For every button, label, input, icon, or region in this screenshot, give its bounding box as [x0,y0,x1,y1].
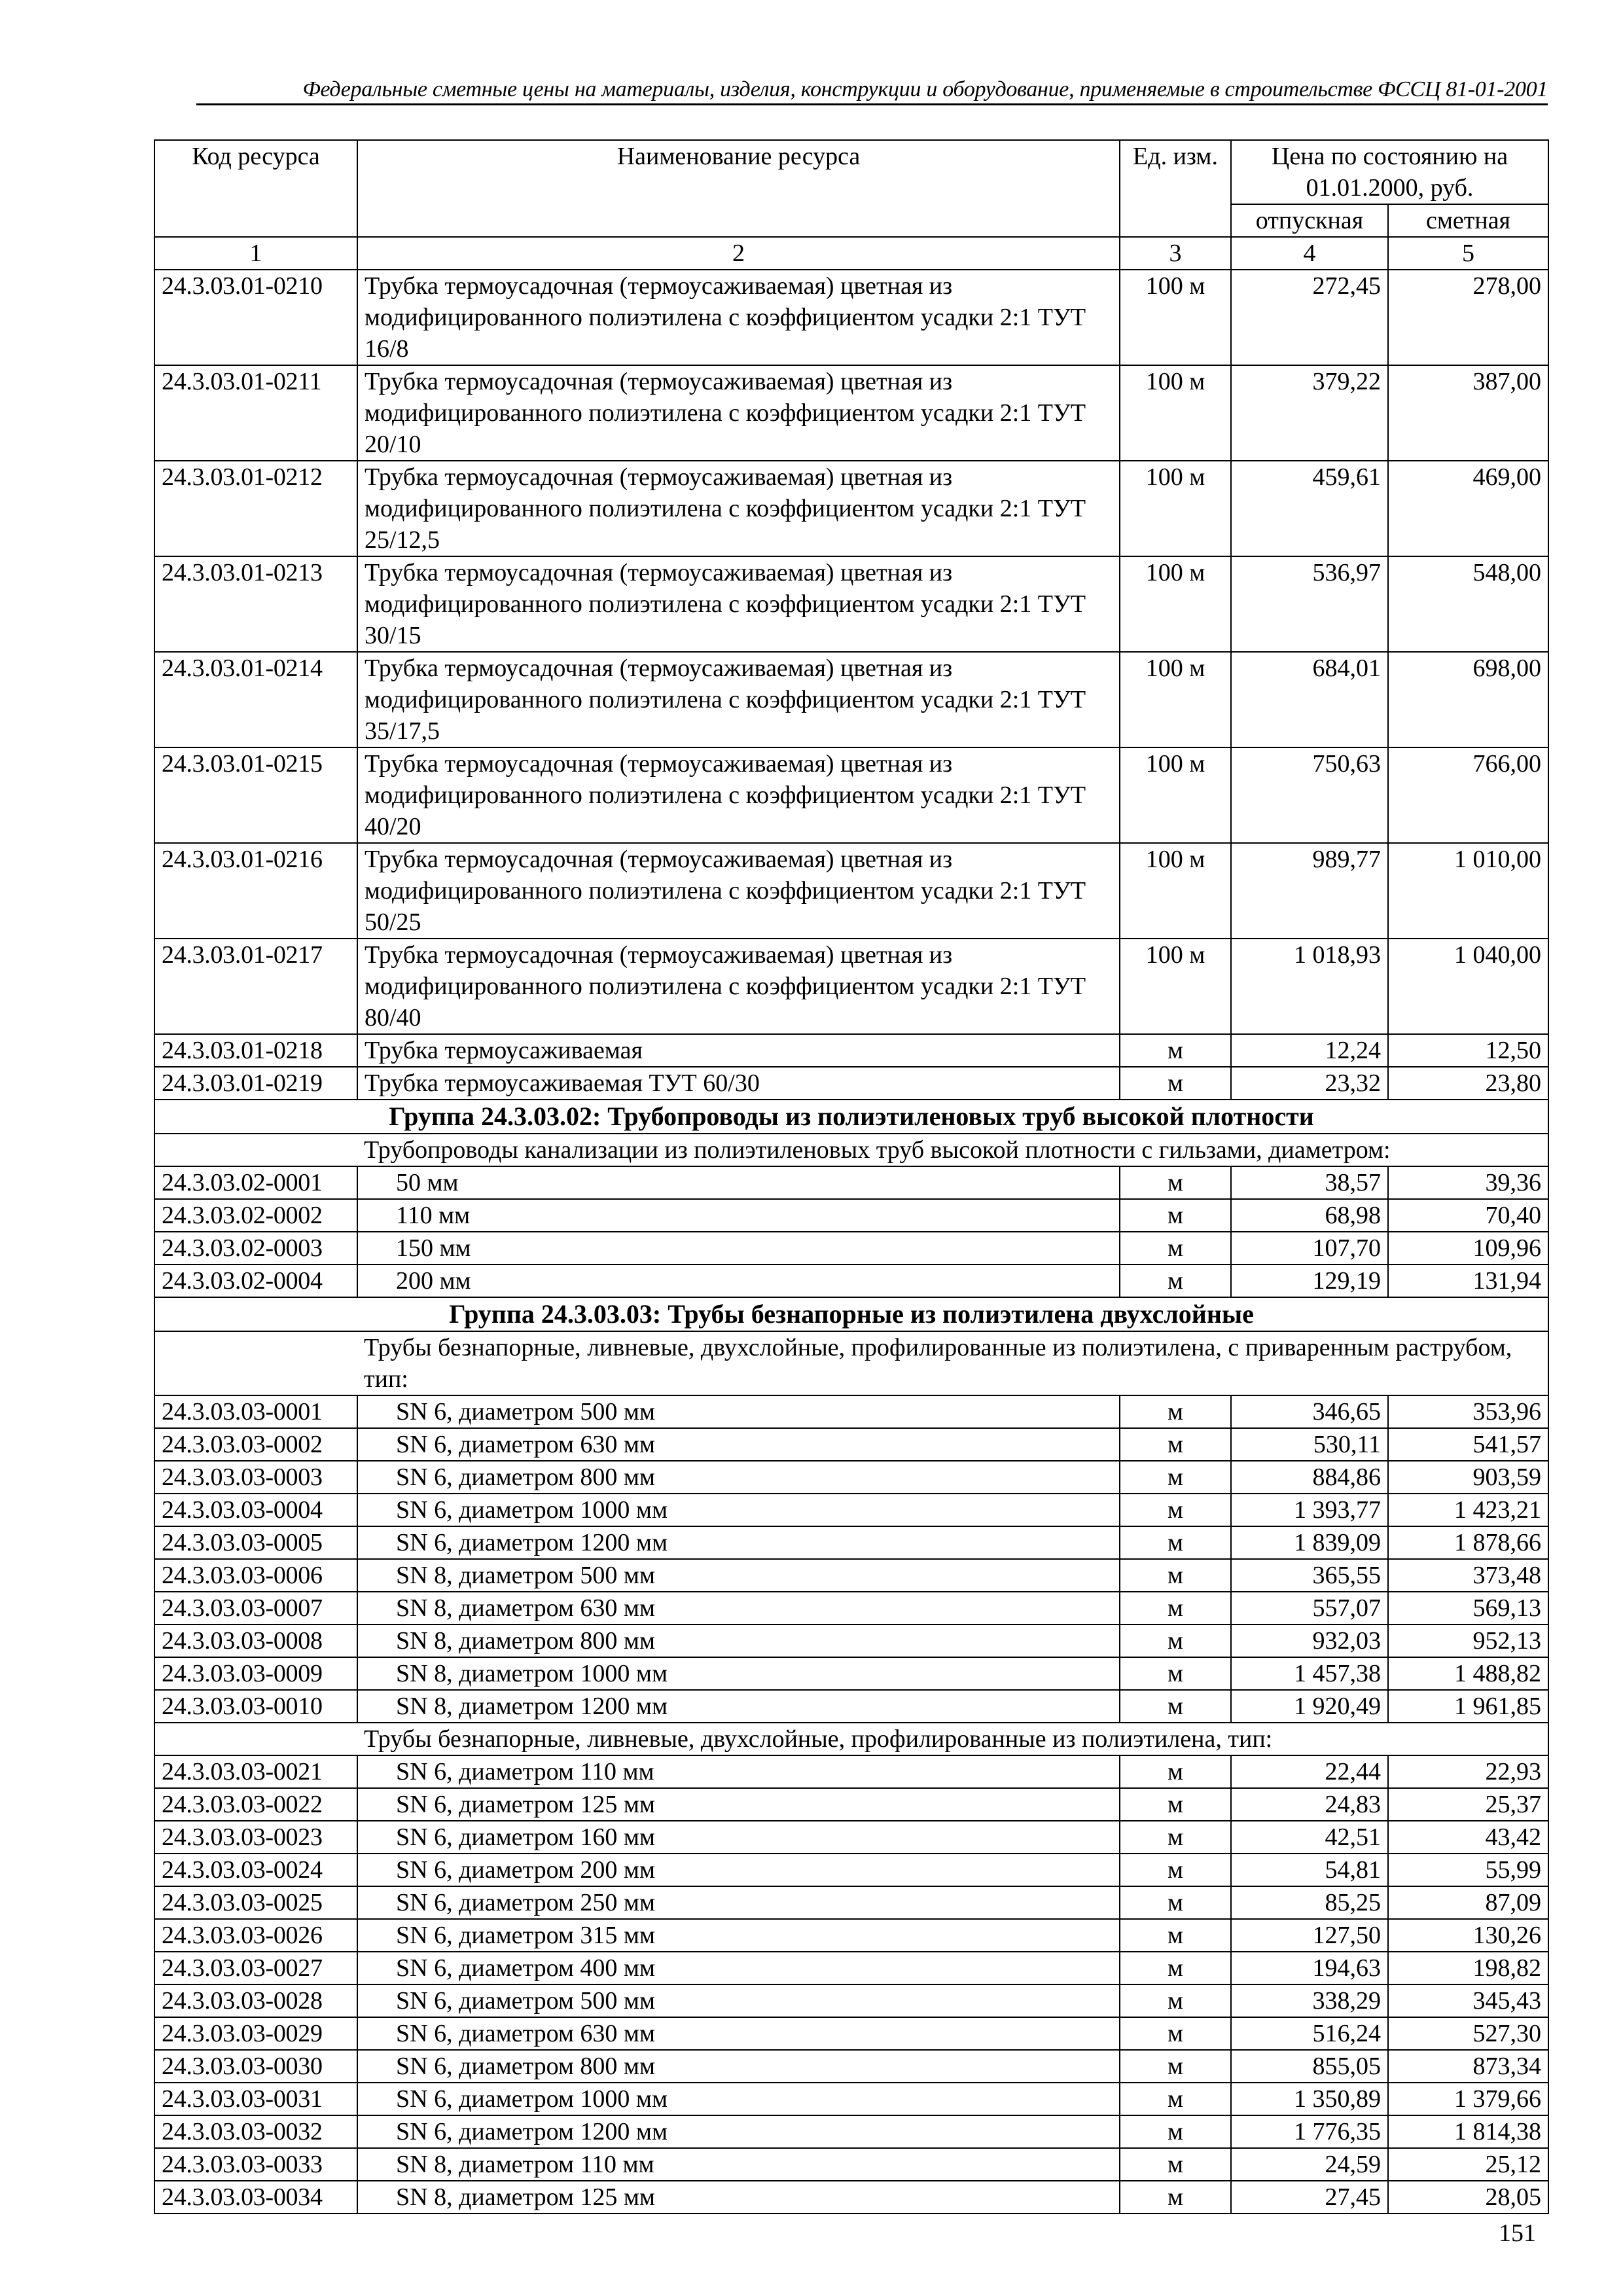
unit-of-measure: 100 м [1120,270,1231,365]
resource-code: 24.3.03.03-0030 [154,2050,357,2083]
price-release: 38,57 [1231,1166,1388,1199]
resource-code: 24.3.03.03-0009 [154,1657,357,1690]
resource-name: SN 8, диаметром 1000 мм [357,1657,1120,1690]
resource-name: Трубка термоусадочная (термоусаживаемая) цветная из модифицированного полиэтилена с коэффициентом усадки 2:1 ТУТ 20/10 [357,365,1120,461]
price-release: 932,03 [1231,1624,1388,1657]
price-estimate: 698,00 [1388,652,1548,747]
table-row [154,1952,1548,1984]
price-release: 346,65 [1231,1395,1388,1428]
price-estimate: 387,00 [1388,365,1548,461]
resource-name: SN 8, диаметром 630 мм [357,1592,1120,1624]
resource-name: SN 6, диаметром 250 мм [357,1886,1120,1919]
subheading-row [154,1331,1548,1395]
price-release: 557,07 [1231,1592,1388,1624]
price-release: 530,11 [1231,1428,1388,1461]
resource-name: SN 8, диаметром 500 мм [357,1559,1120,1592]
price-estimate: 345,43 [1388,1984,1548,2017]
running-header: Федеральные сметные цены на материалы, изделия, конструкции и оборудование, применяемые в строительстве ФССЦ 81-01-2001 [302,77,1548,101]
price-estimate: 1 814,38 [1388,2115,1548,2148]
resource-name: 200 мм [357,1265,1120,1297]
resource-name: SN 6, диаметром 500 мм [357,1395,1120,1428]
unit-of-measure: м [1120,1461,1231,1494]
unit-of-measure: м [1120,2050,1231,2083]
resource-name: Трубка термоусадочная (термоусаживаемая) цветная из модифицированного полиэтилена с коэффициентом усадки 2:1 ТУТ 30/15 [357,556,1120,652]
table-row [154,2017,1548,2050]
header-unit: Ед. изм. [1120,140,1231,237]
table-row [154,1854,1548,1886]
unit-of-measure: м [1120,2017,1231,2050]
header-price-estimate: сметная [1388,204,1548,237]
unit-of-measure: м [1120,2083,1231,2115]
price-estimate: 541,57 [1388,1428,1548,1461]
unit-of-measure: 100 м [1120,365,1231,461]
resource-name: Трубка термоусадочная (термоусаживаемая) цветная из модифицированного полиэтилена с коэффициентом усадки 2:1 ТУТ 50/25 [357,843,1120,939]
unit-of-measure: 100 м [1120,939,1231,1034]
resource-code: 24.3.03.03-0007 [154,1592,357,1624]
price-estimate: 373,48 [1388,1559,1548,1592]
table-row [154,2181,1548,2214]
table-row [154,1199,1548,1232]
table-row [154,1755,1548,1788]
resource-name: Трубка термоусадочная (термоусаживаемая) цветная из модифицированного полиэтилена с коэффициентом усадки 2:1 ТУТ 16/8 [357,270,1120,365]
table-row [154,556,1548,652]
table-body [154,270,1548,2214]
unit-of-measure: м [1120,1166,1231,1199]
price-release: 24,83 [1231,1788,1388,1821]
unit-of-measure: м [1120,1067,1231,1100]
price-release: 989,77 [1231,843,1388,939]
price-estimate: 548,00 [1388,556,1548,652]
price-release: 68,98 [1231,1199,1388,1232]
resource-code: 24.3.03.03-0028 [154,1984,357,2017]
resource-name: Трубка термоусадочная (термоусаживаемая) цветная из модифицированного полиэтилена с коэффициентом усадки 2:1 ТУТ 25/12,5 [357,461,1120,556]
table-row [154,1526,1548,1559]
price-estimate: 198,82 [1388,1952,1548,1984]
unit-of-measure: м [1120,1755,1231,1788]
price-estimate: 1 040,00 [1388,939,1548,1034]
price-release: 12,24 [1231,1034,1388,1067]
price-release: 750,63 [1231,747,1388,843]
price-estimate: 12,50 [1388,1034,1548,1067]
price-release: 27,45 [1231,2181,1388,2214]
unit-of-measure: м [1120,1854,1231,1886]
price-release: 365,55 [1231,1559,1388,1592]
resource-code: 24.3.03.03-0002 [154,1428,357,1461]
resource-name: SN 6, диаметром 200 мм [357,1854,1120,1886]
resource-name: SN 6, диаметром 1200 мм [357,2115,1120,2148]
resource-name: SN 8, диаметром 110 мм [357,2148,1120,2181]
price-estimate: 353,96 [1388,1395,1548,1428]
column-number: 3 [1120,237,1231,270]
subheading-text: Трубопроводы канализации из полиэтиленовых труб высокой плотности с гильзами, диаметром: [357,1134,1548,1166]
subheading-spacer [154,1723,357,1755]
resource-code: 24.3.03.01-0217 [154,939,357,1034]
price-estimate: 1 961,85 [1388,1690,1548,1723]
price-release: 85,25 [1231,1886,1388,1919]
resource-name: 110 мм [357,1199,1120,1232]
unit-of-measure: 100 м [1120,461,1231,556]
subheading-row [154,1723,1548,1755]
resource-code: 24.3.03.01-0210 [154,270,357,365]
price-estimate: 469,00 [1388,461,1548,556]
price-table [154,139,1549,2214]
header-row [154,140,1548,204]
price-release: 127,50 [1231,1919,1388,1952]
resource-name: SN 6, диаметром 160 мм [357,1821,1120,1854]
unit-of-measure: м [1120,1657,1231,1690]
price-release: 23,32 [1231,1067,1388,1100]
price-release: 54,81 [1231,1854,1388,1886]
resource-code: 24.3.03.03-0024 [154,1854,357,1886]
resource-code: 24.3.03.03-0032 [154,2115,357,2148]
price-release: 536,97 [1231,556,1388,652]
group-heading: Группа 24.3.03.02: Трубопроводы из полиэтиленовых труб высокой плотности [154,1100,1548,1134]
resource-name: SN 6, диаметром 315 мм [357,1919,1120,1952]
unit-of-measure: м [1120,1886,1231,1919]
column-number: 2 [357,237,1120,270]
table-row [154,461,1548,556]
resource-name: Трубка термоусадочная (термоусаживаемая) цветная из модифицированного полиэтилена с коэффициентом усадки 2:1 ТУТ 40/20 [357,747,1120,843]
table-row [154,1166,1548,1199]
unit-of-measure: м [1120,1952,1231,1984]
resource-name: Трубка термоусаживаемая ТУТ 60/30 [357,1067,1120,1100]
group-heading-row [154,1100,1548,1134]
price-release: 516,24 [1231,2017,1388,2050]
price-estimate: 952,13 [1388,1624,1548,1657]
resource-name: SN 8, диаметром 1200 мм [357,1690,1120,1723]
resource-name: SN 6, диаметром 630 мм [357,1428,1120,1461]
price-release: 1 018,93 [1231,939,1388,1034]
price-estimate: 22,93 [1388,1755,1548,1788]
table-row [154,652,1548,747]
resource-name: SN 6, диаметром 110 мм [357,1755,1120,1788]
price-estimate: 28,05 [1388,2181,1548,2214]
resource-name: SN 8, диаметром 125 мм [357,2181,1120,2214]
unit-of-measure: м [1120,1821,1231,1854]
resource-code: 24.3.03.03-0034 [154,2181,357,2214]
price-estimate: 43,42 [1388,1821,1548,1854]
price-release: 1 776,35 [1231,2115,1388,2148]
resource-code: 24.3.03.03-0022 [154,1788,357,1821]
unit-of-measure: м [1120,1592,1231,1624]
resource-code: 24.3.03.01-0214 [154,652,357,747]
unit-of-measure: 100 м [1120,556,1231,652]
price-estimate: 55,99 [1388,1854,1548,1886]
header-rule [196,103,1548,105]
price-estimate: 130,26 [1388,1919,1548,1952]
resource-code: 24.3.03.02-0002 [154,1199,357,1232]
column-number: 4 [1231,237,1388,270]
unit-of-measure: м [1120,1559,1231,1592]
resource-name: Трубка термоусаживаемая [357,1034,1120,1067]
table-row [154,939,1548,1034]
page-number: 151 [1499,2219,1536,2247]
price-estimate: 527,30 [1388,2017,1548,2050]
table-row [154,270,1548,365]
table-row [154,1592,1548,1624]
table-row [154,1657,1548,1690]
price-release: 1 393,77 [1231,1494,1388,1526]
unit-of-measure: м [1120,1395,1231,1428]
unit-of-measure: м [1120,1232,1231,1265]
price-estimate: 766,00 [1388,747,1548,843]
price-release: 379,22 [1231,365,1388,461]
resource-code: 24.3.03.01-0219 [154,1067,357,1100]
resource-name: SN 6, диаметром 125 мм [357,1788,1120,1821]
resource-code: 24.3.03.03-0003 [154,1461,357,1494]
table-row [154,747,1548,843]
resource-code: 24.3.03.03-0005 [154,1526,357,1559]
resource-code: 24.3.03.03-0033 [154,2148,357,2181]
price-release: 1 920,49 [1231,1690,1388,1723]
table-row [154,1461,1548,1494]
column-number-row [154,237,1548,270]
price-estimate: 25,37 [1388,1788,1548,1821]
price-release: 272,45 [1231,270,1388,365]
table-row [154,1428,1548,1461]
table-row [154,1265,1548,1297]
resource-code: 24.3.03.03-0004 [154,1494,357,1526]
resource-code: 24.3.03.03-0025 [154,1886,357,1919]
price-release: 1 457,38 [1231,1657,1388,1690]
unit-of-measure: м [1120,1494,1231,1526]
header-price-group: Цена по состоянию на 01.01.2000, руб. [1231,140,1548,204]
resource-name: SN 6, диаметром 800 мм [357,2050,1120,2083]
resource-name: SN 6, диаметром 500 мм [357,1984,1120,2017]
resource-code: 24.3.03.01-0213 [154,556,357,652]
price-estimate: 278,00 [1388,270,1548,365]
resource-name: Трубка термоусадочная (термоусаживаемая) цветная из модифицированного полиэтилена с коэффициентом усадки 2:1 ТУТ 35/17,5 [357,652,1120,747]
resource-code: 24.3.03.03-0001 [154,1395,357,1428]
resource-code: 24.3.03.02-0001 [154,1166,357,1199]
header-price-release: отпускная [1231,204,1388,237]
resource-code: 24.3.03.03-0023 [154,1821,357,1854]
resource-name: SN 6, диаметром 1000 мм [357,1494,1120,1526]
resource-code: 24.3.03.01-0216 [154,843,357,939]
resource-code: 24.3.03.01-0211 [154,365,357,461]
unit-of-measure: м [1120,1034,1231,1067]
resource-name: Трубка термоусадочная (термоусаживаемая) цветная из модифицированного полиэтилена с коэффициентом усадки 2:1 ТУТ 80/40 [357,939,1120,1034]
price-release: 684,01 [1231,652,1388,747]
unit-of-measure: м [1120,1624,1231,1657]
price-estimate: 39,36 [1388,1166,1548,1199]
resource-code: 24.3.03.01-0215 [154,747,357,843]
table-row [154,1919,1548,1952]
price-release: 884,86 [1231,1461,1388,1494]
resource-name: SN 6, диаметром 1000 мм [357,2083,1120,2115]
price-release: 1 839,09 [1231,1526,1388,1559]
table-row [154,1395,1548,1428]
table-row [154,1494,1548,1526]
price-release: 42,51 [1231,1821,1388,1854]
table-row [154,1034,1548,1067]
unit-of-measure: м [1120,1788,1231,1821]
resource-code: 24.3.03.02-0003 [154,1232,357,1265]
unit-of-measure: м [1120,1526,1231,1559]
price-estimate: 873,34 [1388,2050,1548,2083]
price-estimate: 1 423,21 [1388,1494,1548,1526]
price-estimate: 1 010,00 [1388,843,1548,939]
table-row [154,1690,1548,1723]
unit-of-measure: м [1120,1984,1231,2017]
resource-code: 24.3.03.02-0004 [154,1265,357,1297]
table-row [154,365,1548,461]
unit-of-measure: м [1120,2115,1231,2148]
resource-code: 24.3.03.03-0029 [154,2017,357,2050]
price-release: 194,63 [1231,1952,1388,1984]
resource-name: SN 6, диаметром 400 мм [357,1952,1120,1984]
table-row [154,1067,1548,1100]
table-row [154,1886,1548,1919]
resource-code: 24.3.03.03-0031 [154,2083,357,2115]
subheading-row [154,1134,1548,1166]
group-heading-row [154,1297,1548,1331]
price-release: 855,05 [1231,2050,1388,2083]
resource-name: SN 6, диаметром 630 мм [357,2017,1120,2050]
table-row [154,2083,1548,2115]
price-release: 22,44 [1231,1755,1388,1788]
resource-code: 24.3.03.03-0027 [154,1952,357,1984]
header-code: Код ресурса [154,140,357,237]
resource-code: 24.3.03.01-0218 [154,1034,357,1067]
price-estimate: 131,94 [1388,1265,1548,1297]
column-number: 1 [154,237,357,270]
table-row [154,1984,1548,2017]
subheading-spacer [154,1134,357,1166]
resource-name: SN 6, диаметром 1200 мм [357,1526,1120,1559]
unit-of-measure: 100 м [1120,652,1231,747]
table-row [154,1624,1548,1657]
price-release: 107,70 [1231,1232,1388,1265]
table-row [154,2050,1548,2083]
price-estimate: 23,80 [1388,1067,1548,1100]
resource-code: 24.3.03.03-0010 [154,1690,357,1723]
unit-of-measure: 100 м [1120,843,1231,939]
unit-of-measure: м [1120,1199,1231,1232]
resource-code: 24.3.03.03-0006 [154,1559,357,1592]
price-release: 24,59 [1231,2148,1388,2181]
price-release: 1 350,89 [1231,2083,1388,2115]
column-number: 5 [1388,237,1548,270]
unit-of-measure: м [1120,1265,1231,1297]
price-estimate: 109,96 [1388,1232,1548,1265]
unit-of-measure: м [1120,1690,1231,1723]
unit-of-measure: м [1120,1919,1231,1952]
table-row [154,843,1548,939]
resource-code: 24.3.03.03-0021 [154,1755,357,1788]
subheading-text: Трубы безнапорные, ливневые, двухслойные, профилированные из полиэтилена, тип: [357,1723,1548,1755]
resource-code: 24.3.03.03-0008 [154,1624,357,1657]
resource-code: 24.3.03.01-0212 [154,461,357,556]
price-estimate: 1 488,82 [1388,1657,1548,1690]
table-row [154,2115,1548,2148]
price-release: 129,19 [1231,1265,1388,1297]
subheading-spacer [154,1331,357,1395]
price-estimate: 569,13 [1388,1592,1548,1624]
resource-code: 24.3.03.03-0026 [154,1919,357,1952]
price-estimate: 1 379,66 [1388,2083,1548,2115]
price-estimate: 1 878,66 [1388,1526,1548,1559]
table-row [154,2148,1548,2181]
table-row [154,1232,1548,1265]
price-estimate: 25,12 [1388,2148,1548,2181]
table-row [154,1821,1548,1854]
resource-name: SN 6, диаметром 800 мм [357,1461,1120,1494]
subheading-text: Трубы безнапорные, ливневые, двухслойные, профилированные из полиэтилена, с приваренным раструбом, тип: [357,1331,1548,1395]
price-estimate: 70,40 [1388,1199,1548,1232]
unit-of-measure: м [1120,2148,1231,2181]
table-row [154,1559,1548,1592]
resource-name: 50 мм [357,1166,1120,1199]
price-release: 459,61 [1231,461,1388,556]
group-heading: Группа 24.3.03.03: Трубы безнапорные из полиэтилена двухслойные [154,1297,1548,1331]
resource-name: 150 мм [357,1232,1120,1265]
unit-of-measure: м [1120,1428,1231,1461]
header-name: Наименование ресурса [357,140,1120,237]
unit-of-measure: м [1120,2181,1231,2214]
price-estimate: 87,09 [1388,1886,1548,1919]
resource-name: SN 8, диаметром 800 мм [357,1624,1120,1657]
price-estimate: 903,59 [1388,1461,1548,1494]
price-release: 338,29 [1231,1984,1388,2017]
table-row [154,1788,1548,1821]
unit-of-measure: 100 м [1120,747,1231,843]
